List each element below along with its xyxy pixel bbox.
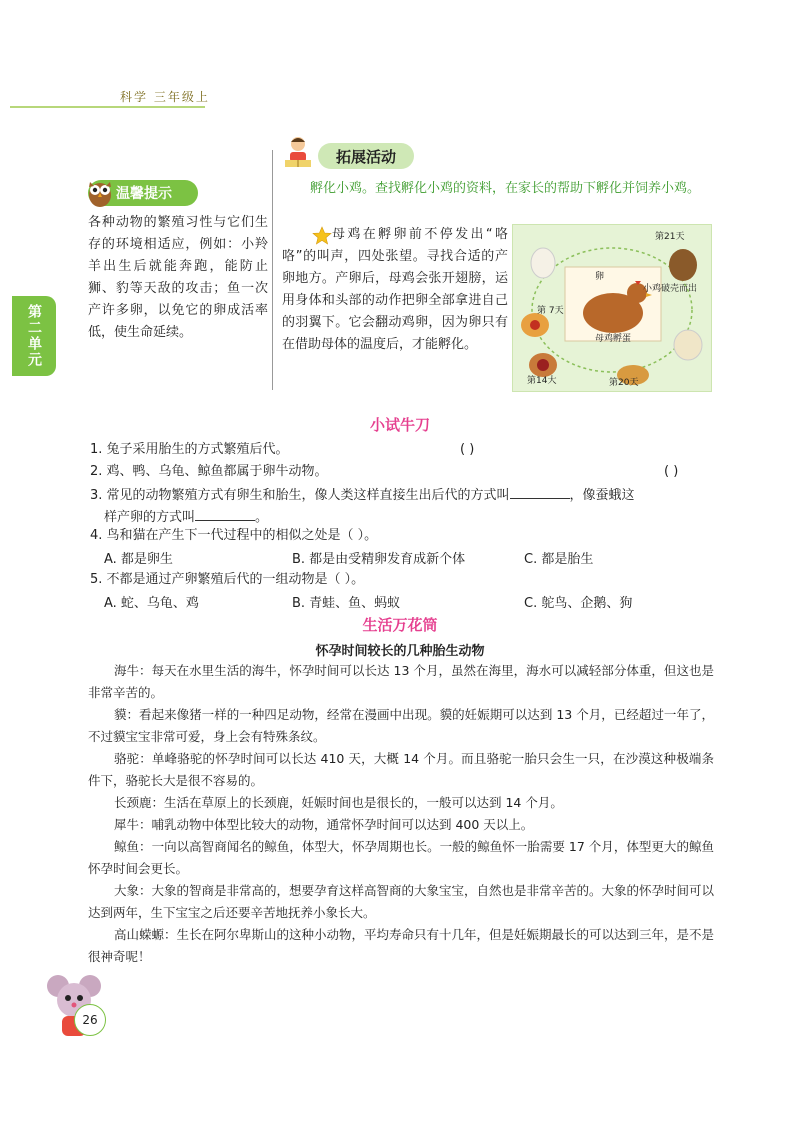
paragraph-rhino: 犀牛：哺乳动物中体型比较大的动物，通常怀孕时间可以达到 400 天以上。 xyxy=(114,817,534,832)
paragraph-salamander: 高山蝾螈：生长在阿尔卑斯山的这种小动物，平均寿命只有十几年，但是妊娠期最长的可以达到三年，是不是很神奇呢！ xyxy=(88,927,715,964)
life-section-title: 生活万花筒 xyxy=(362,616,438,634)
label-day21: 第21天 xyxy=(655,232,685,242)
label-day14: 第14大 xyxy=(527,376,557,386)
q4-option-c[interactable]: C. 都是胎生 xyxy=(524,552,594,567)
answer-paren-2[interactable]: ( ) xyxy=(664,464,679,479)
question-5: 5. 不都是通过产卵繁殖后代的一组动物是（ ）。 xyxy=(90,572,365,587)
running-header: 科学 三年级上 xyxy=(120,90,210,104)
paragraph-elephant: 大象：大象的智商是非常高的，想要孕育这样高智商的大象宝宝，自然也是非常辛苦的。大象的怀孕时间可以达到两年，生下宝宝之后还要辛苦地抚养小象长大。 xyxy=(88,883,715,920)
question-2-text: 2. 鸡、鸭、乌龟、鲸鱼都属于卵牛动物。 xyxy=(90,464,328,479)
q4-option-b[interactable]: B. 都是由受精卵发育成新个体 xyxy=(292,552,466,567)
owl-icon xyxy=(86,176,114,208)
article-title: 怀孕时间较长的几种胎生动物 xyxy=(315,644,485,659)
paragraph-tapir: 貘：看起来像猪一样的一种四足动物，经常在漫画中出现。貘的妊娠期可以达到 13 个月，已经超过一年了，不过貘宝宝非常可爱，身上会有特殊条纹。 xyxy=(88,707,714,744)
extension-title: 拓展活动 xyxy=(318,143,414,169)
unit-tab: 第二单元 xyxy=(12,296,56,376)
page-number: 26 xyxy=(74,1004,106,1036)
column-divider xyxy=(272,150,273,390)
hen-description: 母鸡在孵卵前不停发出“咯咯”的叫声，四处张望。寻找合适的产卵地方。产卵后，母鸡会张开翅膀，运用身体和头部的动作把卵全部拿进自己的羽翼下。它会翻动鸡卵，因为卵只有在借助母体的温度后，才能孵化。 xyxy=(282,227,508,352)
answer-blank-3a[interactable] xyxy=(510,484,570,499)
question-3-text-d: 。 xyxy=(255,510,269,525)
question-3 xyxy=(90,484,730,528)
reading-child-icon xyxy=(282,134,314,170)
extension-intro: 孵化小鸡。查找孵化小鸡的资料，在家长的帮助下孵化并饲养小鸡。 xyxy=(310,181,701,196)
tip-text: 各种动物的繁殖习性与它们生存的环境相适应，例如：小羚羊出生后就能奔跑，能防止狮、豹等天敌的攻击；鱼一次产许多卵，以免它的卵成活率低，使生命延续。 xyxy=(88,215,268,340)
question-4: 4. 鸟和猫在产生下一代过程中的相似之处是（ ）。 xyxy=(90,528,378,543)
label-day20: 第20天 xyxy=(609,378,639,388)
header-rule xyxy=(10,106,205,108)
answer-blank-3b[interactable] xyxy=(195,506,255,521)
question-2 xyxy=(90,462,730,482)
paragraph-giraffe: 长颈鹿：生活在草原上的长颈鹿，妊娠时间也是很长的，一般可以达到 14 个月。 xyxy=(114,795,563,810)
paragraph-whale: 鲸鱼：一向以高智商闻名的鲸鱼，体型大，怀孕周期也长。一般的鲸鱼怀一胎需要 17 个月，体型更大的鲸鱼怀孕时间会更长。 xyxy=(88,839,714,876)
label-hen: 母鸡孵蛋 xyxy=(595,334,632,344)
q5-option-b[interactable]: B. 青蛙、鱼、蚂蚁 xyxy=(292,596,401,611)
egg-hatching-illustration xyxy=(512,224,712,392)
paragraph-manatee: 海牛：每天在水里生活的海牛，怀孕时间可以长达 13 个月，虽然在海里，海水可以减轻部分体重，但这也是非常辛苦的。 xyxy=(88,663,714,700)
tip-badge: 温馨提示 xyxy=(88,180,198,206)
quiz-title: 小试牛刀 xyxy=(369,416,430,434)
label-chick: 小鸡破壳而出 xyxy=(643,284,698,294)
question-4-options xyxy=(104,548,724,567)
question-5-options xyxy=(104,592,724,611)
label-egg: 卵 xyxy=(595,272,605,282)
question-1-text: 1. 兔子采用胎生的方式繁殖后代。 xyxy=(90,442,289,457)
q5-option-a[interactable]: A. 蛇、乌龟、鸡 xyxy=(104,596,199,611)
question-1 xyxy=(90,440,730,460)
paragraph-camel: 骆驼：单峰骆驼的怀孕时间可以长达 410 天，大概 14 个月。而且骆驼一胎只会生一只，在沙漠这种极端条件下，骆驼长大是很不容易的。 xyxy=(88,751,714,788)
question-3-text-a: 3. 常见的动物繁殖方式有卵生和胎生，像人类这样直接生出后代的方式叫 xyxy=(90,488,510,503)
question-3-text-c: 样产卵的方式叫 xyxy=(104,510,196,525)
q4-option-a[interactable]: A. 都是卵生 xyxy=(104,552,173,567)
question-3-text-b: ，像蚕蛾这 xyxy=(569,488,635,503)
q5-option-c[interactable]: C. 鸵鸟、企鹅、狗 xyxy=(524,596,633,611)
label-day7: 第 7天 xyxy=(537,306,564,316)
answer-paren-1[interactable]: ( ) xyxy=(460,442,475,457)
